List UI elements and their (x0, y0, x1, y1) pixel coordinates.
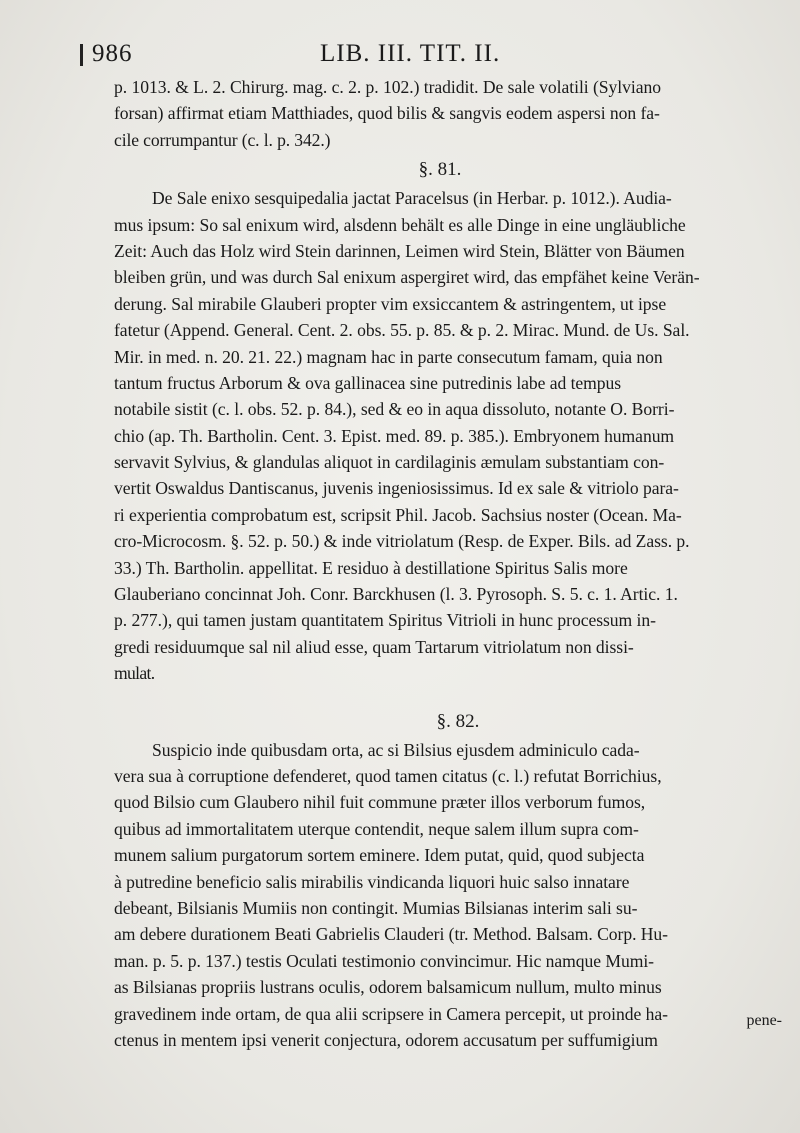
text-line: tantum fructus Arborum & ova gallinacea sine putredinis labe ad tempus (114, 372, 622, 393)
text-line: fatetur (Append. General. Cent. 2. obs. 55. p. 85. & p. 2. Mirac. Mund. de Us. Sal. (114, 320, 690, 341)
text-line: à putredine beneficio salis mirabilis vindicanda liquori huic salso innatare (114, 871, 630, 892)
text-line: ri experientia comprobatum est, scripsit Phil. Jacob. Sachsius noster (Ocean. Ma- (114, 504, 682, 525)
text-line: servavit Sylvius, & glandulas aliquot in cardilaginis æmulam substantiam con- (114, 452, 665, 473)
text-line: quod Bilsio cum Glaubero nihil fuit commune præter illos verborum fumos, (114, 792, 646, 813)
text-line: forsan) affirmat etiam Matthiades, quod bilis & sangvis eodem aspersi non fa- (114, 103, 660, 124)
text-line: chio (ap. Th. Bartholin. Cent. 3. Epist. med. 89. p. 385.). Embryonem humanum (114, 425, 675, 446)
text-line: De Sale enixo sesquipedalia jactat Paracelsus (in Herbar. p. 1012.). Audia- (152, 188, 672, 209)
text-line: bleiben grün, und was durch Sal enixum aspergiret wird, das empfähet keine Verän- (114, 267, 700, 288)
text-line: am debere durationem Beati Gabrielis Clauderi (tr. Method. Balsam. Corp. Hu- (114, 924, 668, 945)
text-line: ctenus in mentem ipsi venerit conjectura, odorem accusatum per suffumigium (114, 1029, 658, 1050)
text-line: p. 277.), qui tamen justam quantitatem Spiritus Vitrioli in hunc processum in- (114, 610, 656, 631)
page-header (80, 40, 770, 70)
header-rule-mark (80, 44, 83, 66)
text-line: mus ipsum: So sal enixum wird, alsdenn behält es alle Dinge in eine ungläubliche (114, 214, 686, 235)
text-line: derung. Sal mirabile Glauberi propter vim exsiccantem & astringentem, ut ipse (114, 293, 667, 314)
text-line: 33.) Th. Bartholin. appellitat. E residuo à destillatione Spiritus Salis more (114, 557, 628, 578)
text-line: quibus ad immortalitatem uterque contendit, neque salem illum supra com- (114, 818, 639, 839)
text-line: munem salium purgatorum sortem eminere. Idem putat, quid, quod subjecta (114, 845, 645, 866)
text-line: Glauberiano concinnat Joh. Conr. Barckhusen (l. 3. Pyrosoph. S. 5. c. 1. Artic. 1. (114, 584, 678, 605)
text-line: Mir. in med. n. 20. 21. 22.) magnam hac in parte consecutum famam, quia non (114, 346, 663, 367)
text-line: debeant, Bilsianis Mumiis non contingit. Mumias Bilsianas interim sali su- (114, 897, 638, 918)
text-line: cro-Microcosm. §. 52. p. 50.) & inde vitriolatum (Resp. de Exper. Bils. ad Zass. p. (114, 531, 690, 552)
page-number: 986 (92, 40, 133, 67)
text-line: Zeit: Auch das Holz wird Stein darinnen, Leimen wird Stein, Blätter von Bäumen (114, 240, 685, 261)
text-line: cile corrumpantur (c. l. p. 342.) (114, 129, 331, 150)
page-body (114, 74, 786, 1053)
text-line: vera sua à corruptione defenderet, quod tamen citatus (c. l.) refutat Borrichius, (114, 765, 662, 786)
section-heading-82: §. 82. (436, 710, 480, 732)
text-line: as Bilsianas propriis lustrans oculis, odorem balsamicum nullum, multo minus (114, 977, 662, 998)
text-line: mulat. (114, 663, 155, 684)
text-line: Suspicio inde quibusdam orta, ac si Bilsius ejusdem adminiculo cada- (152, 739, 640, 760)
running-head: LIB. III. TIT. II. (320, 40, 501, 67)
text-line: vertit Oswaldus Dantiscanus, juvenis ingeniosissimus. Id ex sale & vitriolo para- (114, 478, 679, 499)
text-line: p. 1013. & L. 2. Chirurg. mag. c. 2. p. 102.) tradidit. De sale volatili (Sylviano (114, 77, 661, 97)
section-heading-81: §. 81. (418, 159, 462, 181)
text-line: gredi residuumque sal nil aliud esse, quam Tartarum vitriolatum non dissi- (114, 636, 634, 657)
text-line: man. p. 5. p. 137.) testis Oculati testimonio convincimur. Hic namque Mumi- (114, 950, 654, 971)
text-line: notabile sistit (c. l. obs. 52. p. 84.), sed & eo in aqua dissoluto, notante O. Borri- (114, 399, 675, 420)
catchword: pene- (746, 1012, 782, 1029)
text-line: gravedinem inde ortam, de qua alii scripsere in Camera percepit, ut proinde ha- (114, 1003, 668, 1024)
